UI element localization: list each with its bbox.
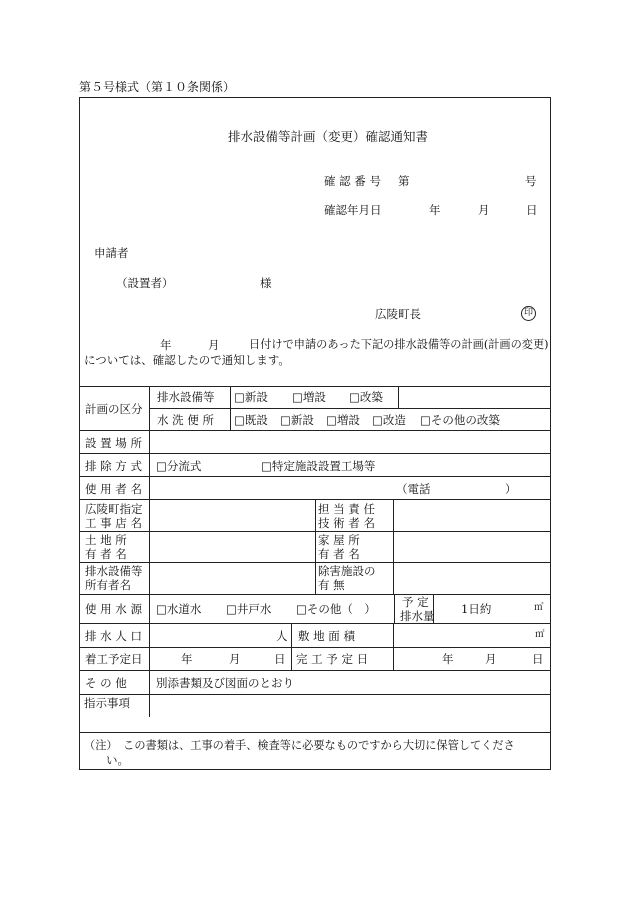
option-other-water[interactable]: □その他（ ） bbox=[296, 602, 376, 616]
option-existing[interactable]: □既設 bbox=[234, 413, 268, 427]
installation-location-label: 設 置 場 所 bbox=[85, 436, 142, 450]
start-month: 月 bbox=[229, 652, 241, 666]
form-number-label: 第５号様式（第１０条関係） bbox=[79, 80, 236, 94]
house-owner-label-line2: 有 者 名 bbox=[318, 547, 360, 561]
option-toilet-expansion[interactable]: □増設 bbox=[326, 413, 360, 427]
instructions-label: 指示事項 bbox=[84, 696, 130, 710]
phone-label: （電話 bbox=[396, 482, 431, 496]
body-month: 月 bbox=[208, 338, 220, 352]
option-specified-facility[interactable]: □特定施設設置工場等 bbox=[261, 459, 376, 473]
site-area-label: 敷 地 面 積 bbox=[298, 629, 355, 643]
column-line bbox=[393, 499, 394, 594]
option-expansion[interactable]: □増設 bbox=[292, 390, 326, 404]
row-line bbox=[150, 408, 550, 409]
option-well-water[interactable]: □井戸水 bbox=[226, 602, 272, 616]
planned-label: 予 定 bbox=[402, 595, 429, 609]
equipment-owner-label-line2: 所有者名 bbox=[85, 578, 131, 592]
contractor-label-line2: 工 事 店 名 bbox=[85, 516, 142, 530]
column-line bbox=[394, 594, 395, 623]
option-separate-system[interactable]: □分流式 bbox=[156, 459, 202, 473]
other-value: 別添書類及び図面のとおり bbox=[156, 676, 294, 690]
start-day: 日 bbox=[274, 652, 286, 666]
start-year: 年 bbox=[181, 652, 193, 666]
daily-approx-label: 1日約 bbox=[461, 602, 492, 616]
issuer-name: 広陵町長 bbox=[375, 307, 421, 321]
column-line bbox=[315, 499, 316, 594]
body-line1: 日付けで申請のあった下記の排水設備等の計画(計画の変更) bbox=[249, 338, 549, 351]
document-title: 排水設備等計画（変更）確認通知書 bbox=[228, 129, 429, 144]
abatement-facility-label-line2: 有 無 bbox=[318, 578, 345, 592]
installer-label: （設置者） bbox=[116, 276, 174, 290]
option-other-renovation[interactable]: □その他の改築 bbox=[420, 413, 500, 427]
row-line bbox=[80, 476, 550, 477]
row-line bbox=[80, 732, 550, 733]
column-line bbox=[398, 386, 399, 408]
engineer-label-line2: 技 術 者 名 bbox=[318, 516, 375, 530]
confirm-date-day: 日 bbox=[526, 203, 538, 217]
body-year: 年 bbox=[160, 338, 172, 352]
user-name-label: 使 用 者 名 bbox=[85, 482, 142, 496]
cubic-meter-unit: ㎥ bbox=[534, 602, 544, 613]
end-year: 年 bbox=[442, 652, 454, 666]
row-line bbox=[80, 594, 550, 595]
other-label: そ の 他 bbox=[85, 676, 127, 690]
confirm-date-year: 年 bbox=[429, 203, 441, 217]
water-source-label: 使 用 水 源 bbox=[85, 602, 142, 616]
drainage-population-label: 排 水 人 口 bbox=[85, 629, 142, 643]
confirm-number-prefix: 第 bbox=[398, 174, 410, 188]
square-meter-unit: ㎡ bbox=[535, 629, 545, 640]
person-unit: 人 bbox=[276, 629, 288, 643]
house-owner-label-line1: 家 屋 所 bbox=[318, 533, 360, 547]
completion-date-label: 完 工 予 定 日 bbox=[296, 652, 369, 666]
confirm-date-month: 月 bbox=[478, 203, 490, 217]
note-line1: （注） この書類は、工事の着手、検査等に必要なものですから大切に保管してくださ bbox=[84, 739, 515, 752]
body-line2: については、確認したので通知します。 bbox=[84, 353, 290, 367]
abatement-facility-label-line1: 除害施設の bbox=[318, 564, 376, 578]
row-line bbox=[80, 694, 550, 695]
note-line2: い。 bbox=[106, 753, 129, 767]
plan-category-label: 計画の区分 bbox=[85, 402, 143, 416]
land-owner-label-line1: 土 地 所 bbox=[85, 533, 127, 547]
equipment-owner-label-line1: 排水設備等 bbox=[85, 564, 143, 578]
row-line bbox=[80, 647, 550, 648]
column-line bbox=[230, 386, 231, 430]
column-line bbox=[149, 386, 150, 717]
discharge-volume-label: 排水量 bbox=[400, 609, 435, 623]
land-owner-label-line2: 有 者 名 bbox=[85, 547, 127, 561]
applicant-label: 申請者 bbox=[94, 246, 129, 260]
column-line bbox=[393, 623, 394, 670]
row-line bbox=[80, 386, 550, 387]
end-month: 月 bbox=[485, 652, 497, 666]
notice-form bbox=[79, 97, 551, 770]
discharge-method-label: 排 除 方 式 bbox=[85, 459, 142, 473]
option-new-construction[interactable]: □新設 bbox=[234, 390, 268, 404]
row-line bbox=[80, 453, 550, 454]
confirm-number-suffix: 号 bbox=[525, 174, 537, 188]
flush-toilet-label: 水 洗 便 所 bbox=[157, 413, 214, 427]
drainage-equipment-label: 排水設備等 bbox=[157, 390, 215, 404]
end-day: 日 bbox=[532, 652, 544, 666]
confirm-number-label: 確 認 番 号 bbox=[324, 174, 381, 188]
phone-close: ） bbox=[505, 482, 517, 496]
engineer-label-line1: 担 当 責 任 bbox=[318, 502, 375, 516]
contractor-label-line1: 広陵町指定 bbox=[85, 502, 143, 516]
row-line bbox=[80, 623, 550, 624]
option-toilet-new[interactable]: □新設 bbox=[280, 413, 314, 427]
honorific-sama: 様 bbox=[260, 276, 272, 290]
option-renovation[interactable]: □改築 bbox=[349, 390, 383, 404]
column-line bbox=[291, 623, 292, 670]
option-tap-water[interactable]: □水道水 bbox=[156, 602, 202, 616]
option-remodel[interactable]: □改造 bbox=[372, 413, 406, 427]
row-line bbox=[80, 670, 550, 671]
confirm-date-label: 確認年月日 bbox=[324, 203, 382, 217]
row-line bbox=[80, 430, 550, 431]
start-date-label: 着工予定日 bbox=[85, 652, 143, 666]
seal-mark: 印 bbox=[521, 306, 536, 321]
